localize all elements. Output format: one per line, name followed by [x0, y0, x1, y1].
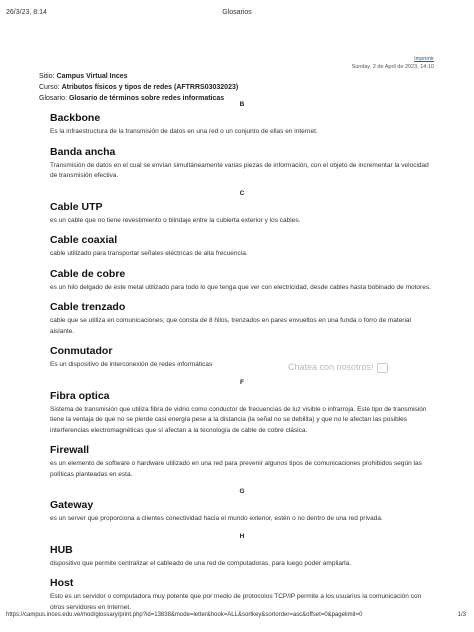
footer-url: https://campus.inces.edu.ve/mod/glossary/print.php?id=13838&mode=letter&hook=ALL&sortkey&sortorder=asc&offset=0&pagelimit=0 [6, 612, 363, 618]
meta-site-value: Campus Virtual Inces [56, 73, 128, 80]
term-host: Host [50, 577, 74, 589]
def-firewall: es un elemento de software o hardware utilizado en una red para prevenir algunos tipos de comunicaciones prohibidos según las políticas planteadas en esta. [50, 460, 422, 478]
term-cable-de-cobre: Cable de cobre [50, 267, 126, 280]
meta-glossary-label: Glosario: [39, 95, 68, 102]
def-conmutador: Es un dispositivo de interconexión de redes informáticas [50, 361, 213, 368]
def-cable-trenzado: cable que se utiliza en comunicaciones; que consta de 8 hilos, trenzados en pares envueltos en una funda o forro de material aislante. [50, 317, 411, 335]
meta-course-value: Atributos físicos y tipos de redes (AFTRRS03032023) [61, 84, 239, 91]
print-date: Sunday, 2 de April de 2023, 14:10 [351, 64, 434, 70]
letter-heading-c: C [239, 189, 245, 197]
letter-heading-g: G [239, 488, 245, 495]
print-datetime: 26/3/23, 8:14 [6, 9, 47, 16]
print-footer [0, 612, 474, 624]
def-cable-utp: es un cable que no tiene revestimiento o blindaje entre la cubierta exterior y los cables. [50, 216, 301, 224]
term-hub: HUB [50, 543, 73, 556]
def-fibra-optica: Sistema de transmisión que utiliza fibra de vidrio como conductor de frecuencias de luz visible o infrarroja. Este tipo de transmisión tiene la ventaja de que no se pierde casi energía pese a la distancia (la señal no se debilita) y que no le afectan las posibles interferencias electromagnéticas que sí afectan a la tecnología de cable de cobre clásica. [50, 405, 427, 434]
term-fibra-optica: Fibra optica [50, 389, 110, 402]
term-conmutador: Conmutador [50, 345, 113, 357]
letter-heading-f: F [240, 378, 244, 386]
chat-bubble-icon [377, 363, 388, 373]
meta-course [39, 82, 238, 93]
term-backbone: Backbone [50, 112, 101, 124]
meta-glossary-value: Glosario de términos sobre redes informaticas [68, 95, 225, 102]
def-cable-coaxial: cable utilizado para transportar señales eléctricas de alta frecuencia. [50, 250, 248, 257]
def-cable-de-cobre: es un hilo delgado de este metal utilizado para todo lo que tenga que ver con electricidad, desde cables hasta bobinado de motores. [50, 283, 431, 291]
term-banda-ancha: Banda ancha [50, 145, 116, 158]
def-banda-ancha: Transmisión de datos en el cual se envían simultáneamente varias piezas de información, con el objeto de incrementar la velocidad de transmisión efectiva. [50, 161, 429, 179]
term-firewall: Firewall [50, 444, 90, 456]
meta-course-label: Curso: [39, 84, 60, 91]
meta-site [39, 71, 238, 82]
glossary-meta [39, 71, 238, 104]
def-hub: dispositivo que permite centralizar el cableado de una red de computadoras, para luego poder ampliarla. [50, 559, 351, 567]
def-host: Esto es un servidor o computadora muy potente que por medio de protocolos TCP/IP permite a los usuarios la comunicación con otros servidores en Internet. [50, 593, 422, 611]
footer-page-number: 1/3 [457, 612, 466, 618]
glossary-content [50, 101, 434, 621]
term-cable-utp: Cable UTP [50, 200, 103, 213]
chat-label: Chatea con nosotros! [288, 362, 374, 372]
print-title: Glosarios [222, 9, 252, 16]
term-cable-trenzado: Cable trenzado [50, 301, 126, 313]
print-header [0, 9, 474, 21]
chat-widget[interactable] [288, 362, 388, 373]
letter-heading-h: H [239, 532, 245, 540]
term-cable-coaxial: Cable coaxial [50, 234, 118, 246]
def-gateway: es un server que proporciona a clientes conectividad hacia el mundo exterior, estén o no dentro de una red privada. [50, 515, 383, 522]
term-gateway: Gateway [50, 499, 94, 511]
letter-heading-b: B [239, 101, 245, 108]
print-link[interactable]: Imprimir [414, 56, 434, 62]
meta-site-label: Sitio: [39, 73, 55, 80]
def-backbone: Es la infraestructura de la transmisión de datos en una red o un conjunto de ellas en internet. [50, 128, 318, 135]
